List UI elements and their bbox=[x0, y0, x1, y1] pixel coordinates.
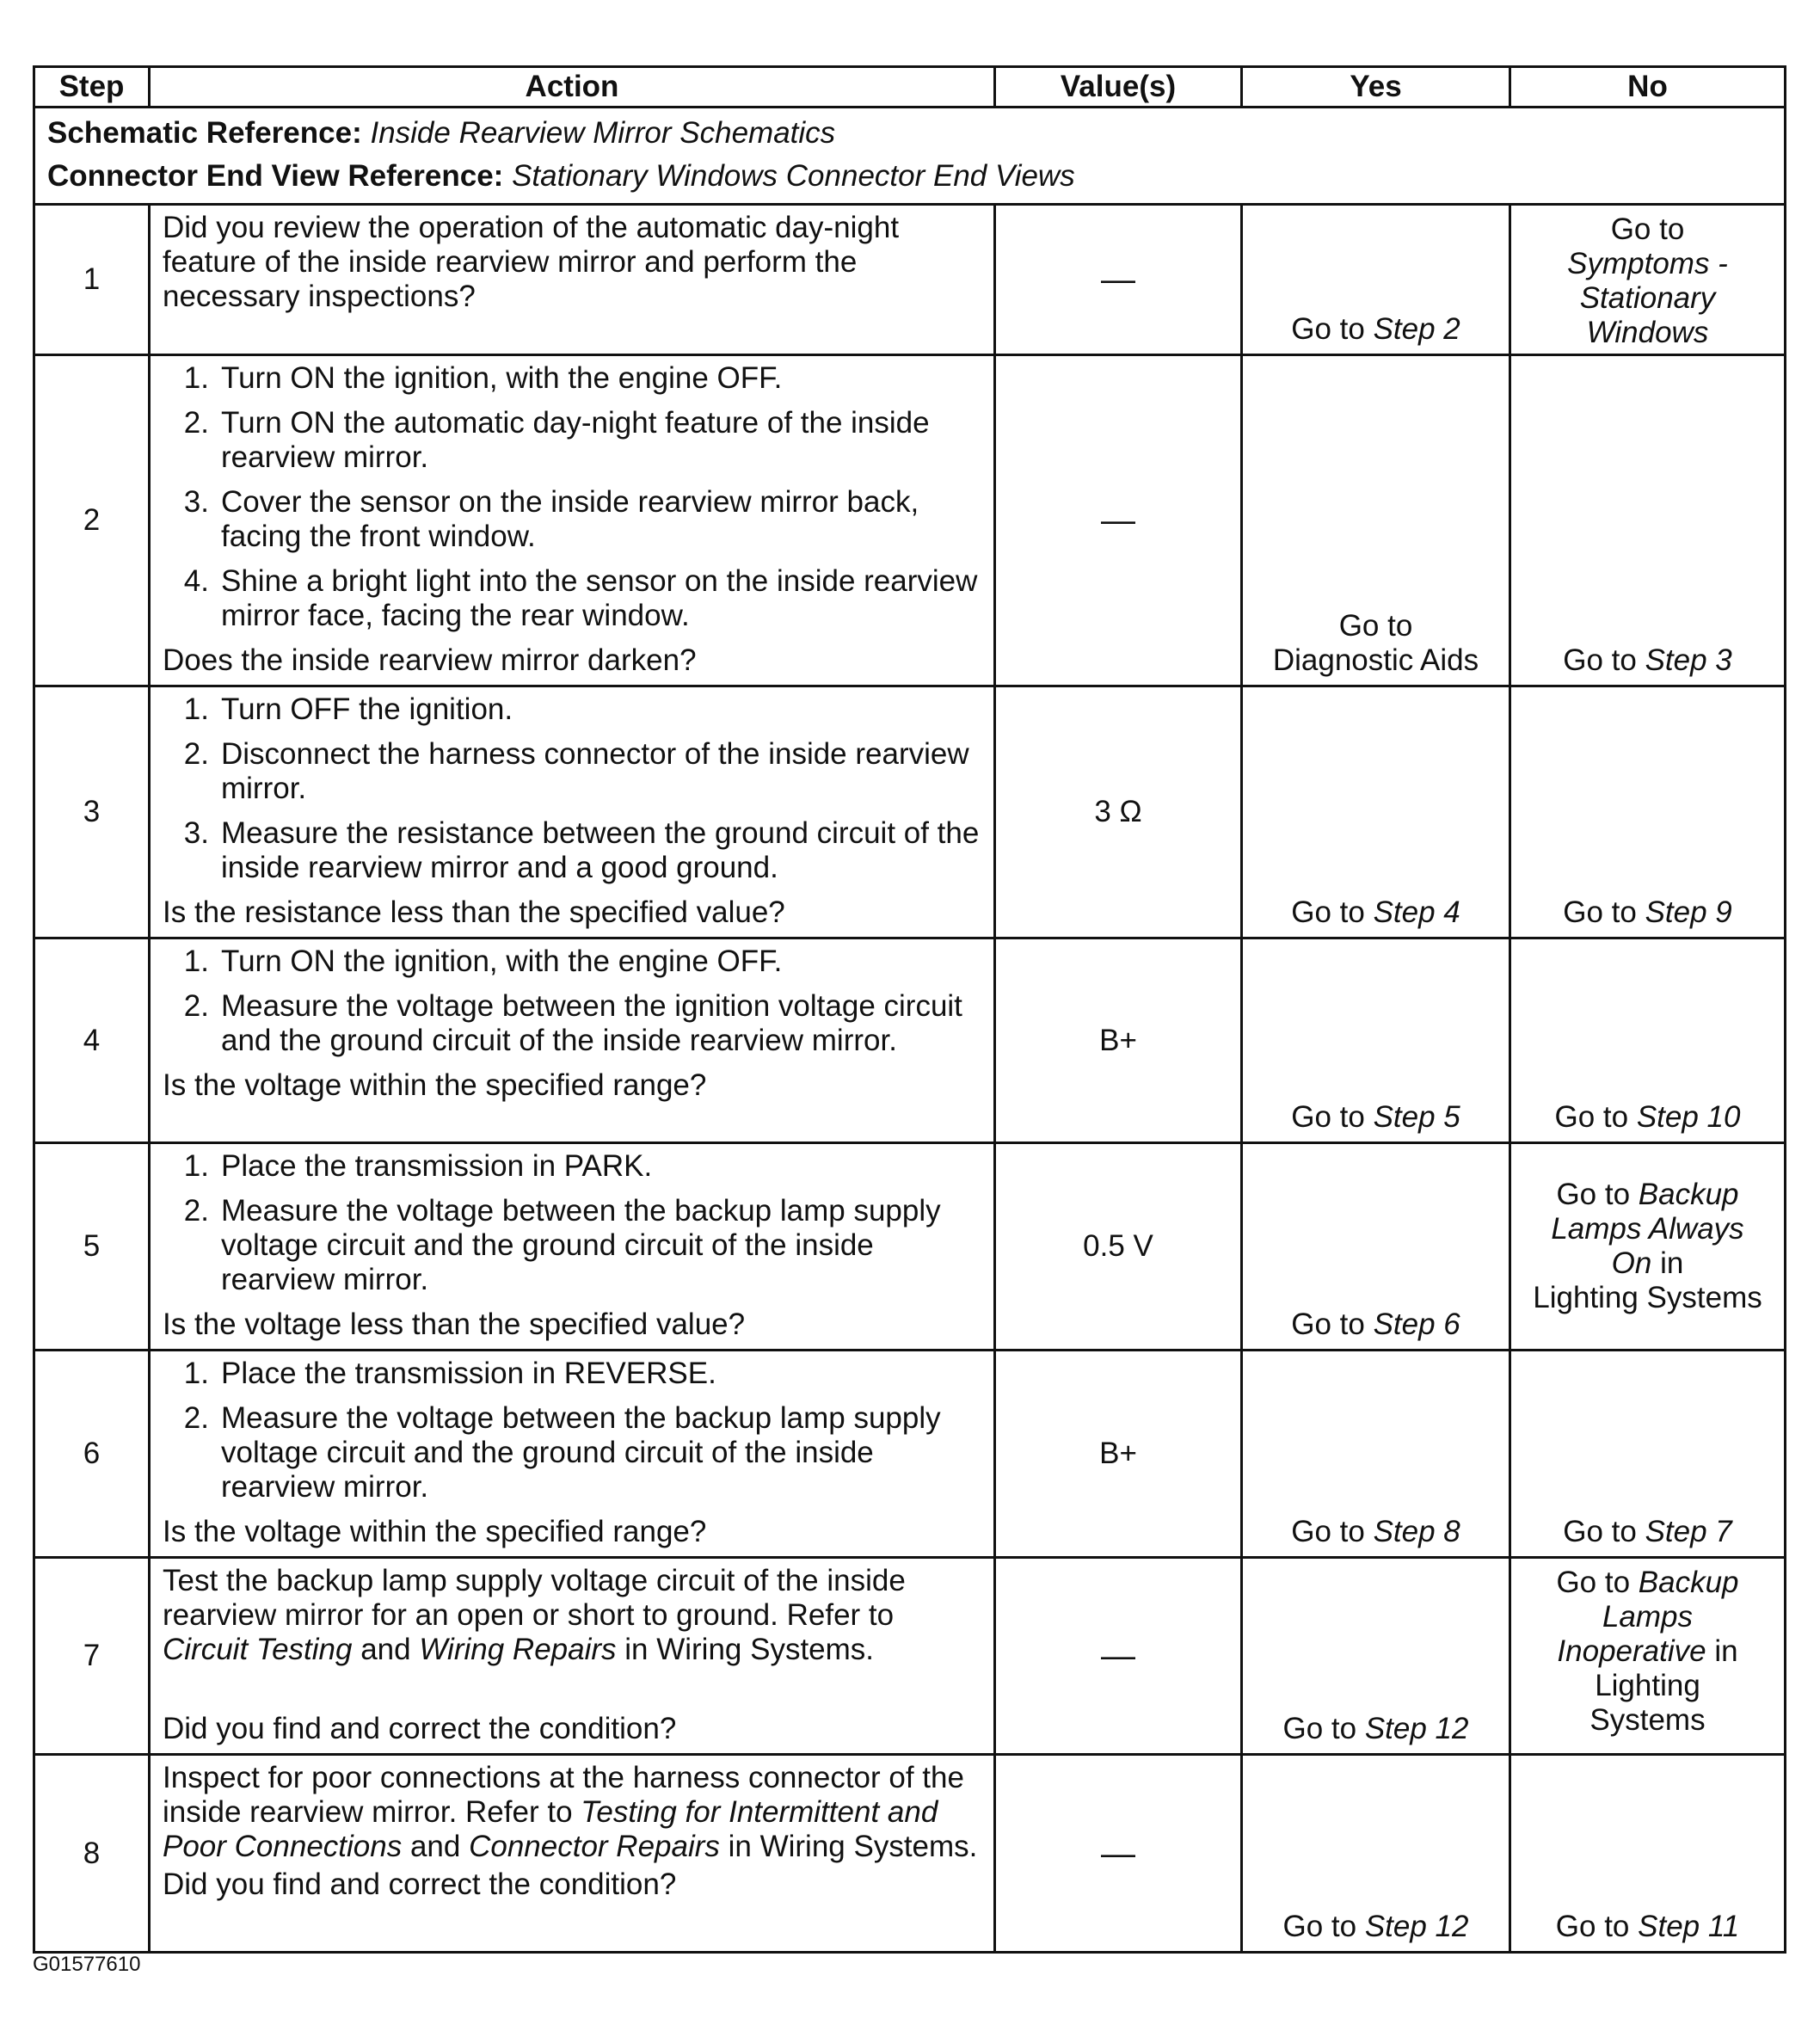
no-link[interactable]: Go to Step 9 bbox=[1563, 895, 1732, 929]
no-cell bbox=[1510, 1143, 1786, 1351]
no-link[interactable]: Go to Backup Lamps Inoperative in Lighting Systems bbox=[1556, 1566, 1739, 1737]
substep: 4. Shine a bright light into the sensor on the inside rearview mirror face, facing the rear window. bbox=[183, 564, 978, 632]
substep: 1. Turn ON the ignition, with the engine OFF. bbox=[183, 361, 783, 395]
action-question: Is the voltage within the specified range? bbox=[163, 1068, 707, 1102]
substep: 1. Turn ON the ignition, with the engine OFF. bbox=[183, 945, 783, 978]
no-cell bbox=[1510, 686, 1786, 938]
no-link[interactable]: Go to Backup Lamps Always On in Lighting Systems bbox=[1533, 1178, 1762, 1314]
substep: 1. Turn OFF the ignition. bbox=[183, 692, 513, 726]
connector-reference-link[interactable]: Stationary Windows Connector End Views bbox=[512, 159, 1075, 193]
substep: 3. Measure the resistance between the ground circuit of the inside rearview mirror and a good ground. bbox=[183, 816, 980, 884]
value-cell: 3 Ω bbox=[995, 686, 1242, 938]
yes-cell bbox=[1242, 1143, 1510, 1351]
value-cell: B+ bbox=[995, 938, 1242, 1143]
yes-link[interactable]: Go to Step 4 bbox=[1291, 895, 1460, 929]
connector-repairs-link[interactable]: Connector Repairs bbox=[469, 1830, 720, 1863]
table-row bbox=[34, 1755, 1786, 1953]
circuit-testing-link[interactable]: Circuit Testing bbox=[163, 1633, 353, 1666]
no-cell bbox=[1510, 355, 1786, 686]
yes-link[interactable]: Go to Step 5 bbox=[1291, 1100, 1460, 1134]
reference-row bbox=[34, 108, 1786, 205]
substep-list bbox=[163, 945, 981, 1058]
substep-list bbox=[163, 1149, 981, 1297]
table-row bbox=[34, 938, 1786, 1143]
table-row bbox=[34, 1558, 1786, 1755]
action-cell bbox=[150, 1755, 995, 1953]
action-cell bbox=[150, 1558, 995, 1755]
action-question: Is the voltage less than the specified value? bbox=[163, 1308, 746, 1341]
diagnostic-table bbox=[33, 65, 1786, 1954]
substep: 2. Disconnect the harness connector of the inside rearview mirror. bbox=[183, 737, 969, 805]
no-link[interactable]: Go to Step 3 bbox=[1563, 643, 1732, 677]
action-question: Does the inside rearview mirror darken? bbox=[163, 643, 697, 677]
value-cell: — bbox=[995, 355, 1242, 686]
no-cell bbox=[1510, 1351, 1786, 1558]
schematic-reference-link[interactable]: Inside Rearview Mirror Schematics bbox=[370, 116, 836, 150]
substep: 2. Turn ON the automatic day-night feature of the inside rearview mirror. bbox=[183, 406, 930, 474]
action-question: Is the resistance less than the specified value? bbox=[163, 895, 785, 929]
action-cell bbox=[150, 938, 995, 1143]
intermittent-connections-link[interactable]: Testing for Intermittent and Poor Connections bbox=[163, 1795, 938, 1863]
yes-link[interactable]: Go to Step 6 bbox=[1291, 1308, 1460, 1341]
substep: 1. Place the transmission in REVERSE. bbox=[183, 1357, 716, 1390]
value-cell: 0.5 V bbox=[995, 1143, 1242, 1351]
action-question: Is the voltage within the specified range? bbox=[163, 1515, 707, 1548]
step-number: 2 bbox=[34, 355, 150, 686]
action-text: Test the backup lamp supply voltage circuit of the inside rearview mirror for an open or short to ground. Refer to Circuit Testing and Wiring Repairs in Wiring Systems. bbox=[163, 1564, 906, 1666]
table-row bbox=[34, 1351, 1786, 1558]
yes-link[interactable]: Go to Step 8 bbox=[1291, 1515, 1460, 1548]
schematic-reference-label: Schematic Reference: bbox=[47, 116, 362, 150]
no-link[interactable]: Go to Step 10 bbox=[1554, 1100, 1741, 1134]
yes-link[interactable]: Go to Step 12 bbox=[1282, 1712, 1469, 1745]
value-cell: — bbox=[995, 1558, 1242, 1755]
header-yes: Yes bbox=[1242, 67, 1510, 108]
table-row bbox=[34, 205, 1786, 355]
yes-cell bbox=[1242, 1351, 1510, 1558]
value-cell: — bbox=[995, 1755, 1242, 1953]
yes-link[interactable]: Go to Step 2 bbox=[1291, 312, 1460, 346]
step-number: 8 bbox=[34, 1755, 150, 1953]
connector-reference bbox=[47, 155, 1772, 198]
yes-cell bbox=[1242, 355, 1510, 686]
action-cell bbox=[150, 205, 995, 355]
no-cell bbox=[1510, 205, 1786, 355]
action-cell bbox=[150, 1351, 995, 1558]
reference-cell bbox=[34, 108, 1786, 205]
step-number: 1 bbox=[34, 205, 150, 355]
yes-cell bbox=[1242, 686, 1510, 938]
yes-link[interactable]: Go to Diagnostic Aids bbox=[1272, 609, 1479, 677]
header-values: Value(s) bbox=[995, 67, 1242, 108]
substep-list bbox=[163, 361, 981, 633]
figure-id: G01577610 bbox=[33, 1953, 141, 1976]
no-link[interactable]: Go to Step 11 bbox=[1555, 1910, 1740, 1943]
table-row bbox=[34, 1143, 1786, 1351]
header-step: Step bbox=[34, 67, 150, 108]
yes-cell bbox=[1242, 1755, 1510, 1953]
substep: 1. Place the transmission in PARK. bbox=[183, 1149, 653, 1183]
schematic-reference bbox=[47, 112, 1772, 155]
no-link[interactable]: Go to Symptoms - Stationary Windows bbox=[1567, 212, 1728, 349]
substep: 2. Measure the voltage between the backup lamp supply voltage circuit and the ground circuit of the inside rearview mirror. bbox=[183, 1401, 941, 1504]
no-link[interactable]: Go to Step 7 bbox=[1563, 1515, 1732, 1548]
step-number: 4 bbox=[34, 938, 150, 1143]
step-number: 6 bbox=[34, 1351, 150, 1558]
action-cell bbox=[150, 686, 995, 938]
value-cell: — bbox=[995, 205, 1242, 355]
no-cell bbox=[1510, 938, 1786, 1143]
action-text: Did you review the operation of the automatic day-night feature of the inside rearview mirror and perform the necessary inspections? bbox=[163, 211, 900, 313]
header-no: No bbox=[1510, 67, 1786, 108]
yes-cell bbox=[1242, 1558, 1510, 1755]
no-cell bbox=[1510, 1755, 1786, 1953]
header-action: Action bbox=[150, 67, 995, 108]
yes-link[interactable]: Go to Step 12 bbox=[1282, 1910, 1469, 1943]
step-number: 5 bbox=[34, 1143, 150, 1351]
action-cell bbox=[150, 1143, 995, 1351]
yes-cell bbox=[1242, 205, 1510, 355]
yes-cell bbox=[1242, 938, 1510, 1143]
action-text: Inspect for poor connections at the harness connector of the inside rearview mirror. Refer to Testing for Intermittent and Poor Connections and Connector Repairs in Wiring Systems. bbox=[163, 1761, 978, 1863]
action-question: Did you find and correct the condition? bbox=[163, 1712, 677, 1745]
substep: 2. Measure the voltage between the backup lamp supply voltage circuit and the ground circuit of the inside rearview mirror. bbox=[183, 1194, 941, 1296]
table-row bbox=[34, 355, 1786, 686]
connector-reference-label: Connector End View Reference: bbox=[47, 159, 504, 193]
step-number: 3 bbox=[34, 686, 150, 938]
header-row bbox=[34, 67, 1786, 108]
substep: 3. Cover the sensor on the inside rearview mirror back, facing the front window. bbox=[183, 485, 919, 553]
substep-list bbox=[163, 692, 981, 885]
action-question: Did you find and correct the condition? bbox=[163, 1868, 677, 1901]
action-cell bbox=[150, 355, 995, 686]
substep-list bbox=[163, 1357, 981, 1505]
substep: 2. Measure the voltage between the ignition voltage circuit and the ground circuit of the inside rearview mirror. bbox=[183, 989, 962, 1057]
value-cell: B+ bbox=[995, 1351, 1242, 1558]
wiring-repairs-link[interactable]: Wiring Repairs bbox=[419, 1633, 617, 1666]
step-number: 7 bbox=[34, 1558, 150, 1755]
table-row bbox=[34, 686, 1786, 938]
no-cell bbox=[1510, 1558, 1786, 1755]
